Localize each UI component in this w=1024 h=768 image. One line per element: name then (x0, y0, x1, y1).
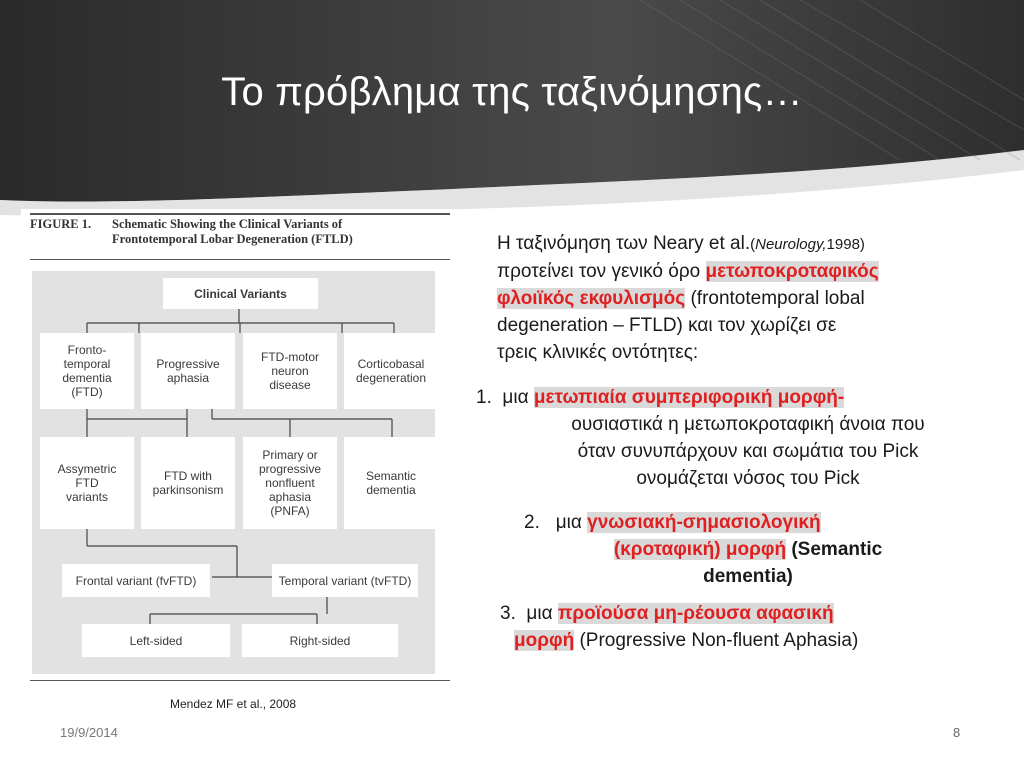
intro-ref-open: ( (750, 236, 756, 253)
intro-term-red-2: φλοιϊκός εκφυλισμός (497, 288, 686, 309)
diagram-node-corticobasal: Corticobasal degeneration (344, 333, 438, 409)
item3-term-2: μορφή (514, 630, 575, 651)
diagram-node-left-sided: Left-sided (82, 624, 230, 657)
intro-line-a: Η ταξινόμηση των Neary et al. (497, 233, 751, 254)
item1-line4: ονομάζεται νόσος του Pick (636, 468, 860, 489)
diagram-node-temporal-variant: Temporal variant (tvFTD) (272, 564, 418, 597)
figure-caption-line1: Schematic Showing the Clinical Variants of (112, 217, 343, 231)
list-item-3 (500, 600, 1000, 627)
slide-header-background (0, 0, 1024, 230)
ftld-diagram (32, 271, 435, 674)
diagram-node-ftd: Fronto- temporal dementia (FTD) (40, 333, 134, 409)
item2-suffix: (Semantic (786, 539, 883, 560)
list-item-2 (524, 509, 994, 536)
diagram-root-node: Clinical Variants (163, 278, 318, 309)
list-item-1 (476, 384, 996, 411)
diagram-node-asymmetric-ftd: Assymetric FTD variants (40, 437, 134, 529)
figure-caption-rule (30, 259, 450, 260)
figure-caption-line2: Frontotemporal Lobar Degeneration (FTLD) (112, 232, 353, 246)
figure-caption-text (112, 217, 432, 247)
item1-number: 1. (476, 387, 492, 408)
diagram-node-ftd-motor-neuron: FTD-motor neuron disease (243, 333, 337, 409)
intro-ref-journal: Neurology, (755, 236, 827, 253)
item2-term: γνωσιακή-σημασιολογική (587, 512, 821, 533)
item1-line2: ουσιαστικά η μετωποκροταφική άνοια που (571, 414, 925, 435)
figure-label: FIGURE 1. (30, 217, 92, 231)
intro-paragraph (497, 230, 1007, 366)
diagram-node-progressive-aphasia: Progressive aphasia (141, 333, 235, 409)
intro-line-e: τρεις κλινικές οντότητες: (497, 342, 699, 363)
figure-citation: Mendez MF et al., 2008 (170, 697, 297, 711)
diagram-node-semantic-dementia: Semantic dementia (344, 437, 438, 529)
intro-line-d: degeneration – FTLD) και τον χωρίζει σε (497, 315, 837, 336)
diagram-node-ftd-parkinsonism: FTD with parkinsonism (141, 437, 235, 529)
footer-date: 19/9/2014 (60, 725, 118, 740)
figure-top-rule (30, 213, 450, 215)
intro-line-b: προτείνει τον γενικό όρο (497, 261, 706, 282)
item3-term: προϊούσα μη-ρέουσα αφασική (557, 603, 834, 624)
diagram-node-frontal-variant: Frontal variant (fvFTD) (62, 564, 210, 597)
item1-term: μετωπιαία συμπεριφορική μορφή- (533, 387, 845, 408)
item2-term-2: (κροταφική) μορφή (613, 539, 787, 560)
item3-continuation (514, 627, 1014, 654)
item2-prefix: μια (555, 512, 588, 533)
item2-line3: dementia) (703, 566, 793, 587)
item1-line3: όταν συνυπάρχουν και σωμάτια του Pick (577, 441, 919, 462)
footer-page-number: 8 (953, 725, 961, 740)
intro-line-c: (frontotemporal lobal (685, 288, 865, 309)
item3-number: 3. (500, 603, 516, 624)
item2-continuation (498, 536, 998, 590)
slide-title: Το πρόβλημα της ταξινόμησης… (221, 70, 803, 114)
item3-suffix: (Progressive Non-fluent Aphasia) (574, 630, 859, 651)
intro-term-red: μετωποκροταφικός (705, 261, 879, 282)
intro-ref-year: 1998) (826, 236, 865, 253)
diagram-node-pnfa: Primary or progressive nonfluent aphasia (PNFA) (243, 437, 337, 529)
figure-panel (21, 209, 452, 684)
item2-number: 2. (524, 512, 540, 533)
item3-prefix: μια (526, 603, 558, 624)
diagram-node-right-sided: Right-sided (242, 624, 398, 657)
item1-prefix: μια (502, 387, 534, 408)
figure-bottom-rule (30, 680, 450, 681)
item1-continuation (498, 411, 998, 492)
